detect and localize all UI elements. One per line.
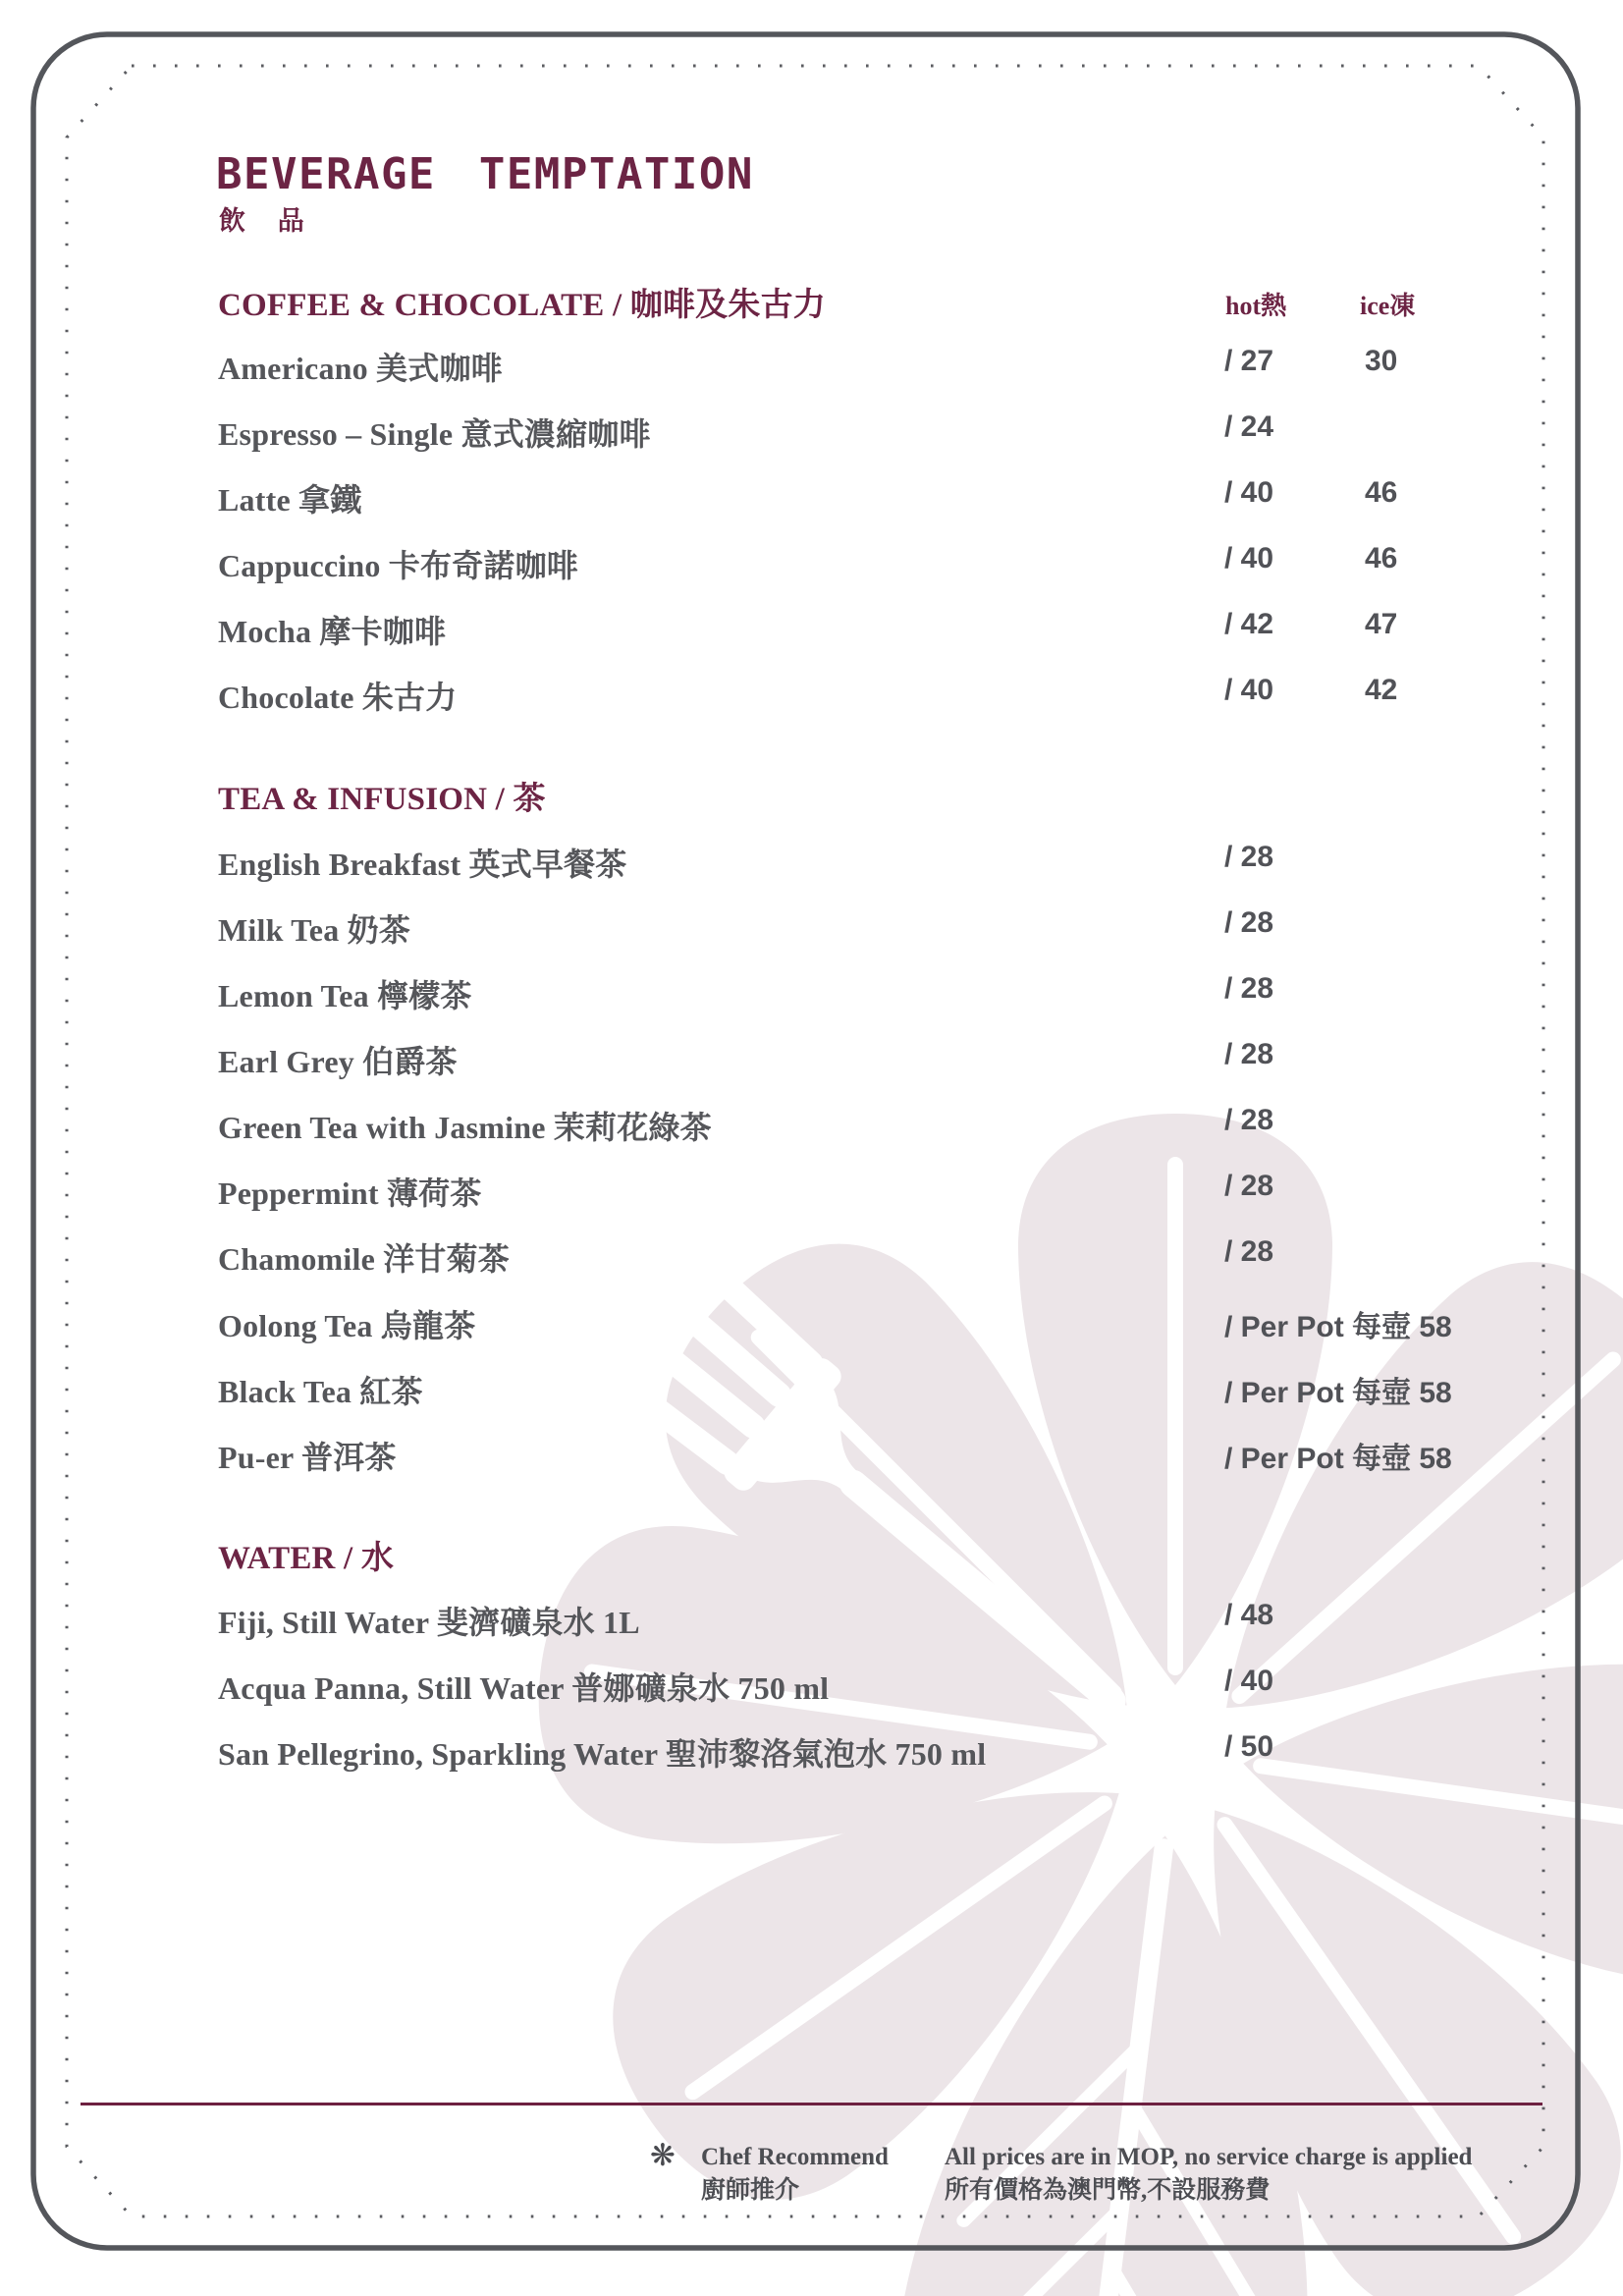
pricing-note-zh: 所有價格為澳門幣,不設服務費 — [945, 2177, 1271, 2204]
footer-divider — [81, 2103, 1542, 2105]
column-header-ice: ice凍 — [1360, 292, 1416, 320]
menu-row — [0, 1301, 1623, 1344]
menu-row — [0, 1037, 1623, 1080]
price: / 28 — [1224, 1235, 1274, 1268]
price-hot: / 42 — [1224, 608, 1274, 640]
chef-recommend-flower-icon: ❋ — [650, 2138, 676, 2173]
price: / 28 — [1224, 1104, 1274, 1136]
item-name: Fiji, Still Water 斐濟礦泉水 1L — [218, 1605, 640, 1640]
item-name: Americano 美式咖啡 — [218, 351, 503, 386]
price-hot: / 40 — [1224, 476, 1274, 509]
pricing-note-en: All prices are in MOP, no service charge is applied — [945, 2144, 1473, 2170]
item-name: Chocolate 朱古力 — [218, 680, 458, 715]
item-name: Espresso – Single 意式濃縮咖啡 — [218, 416, 651, 452]
section-header-tea: TEA & INFUSION / 茶 — [218, 782, 546, 817]
chef-recommend-en: Chef Recommend — [701, 2144, 889, 2170]
pricing-note — [945, 2141, 1472, 2208]
price-ice: 46 — [1365, 476, 1398, 509]
price-ice: 46 — [1365, 542, 1398, 574]
price: / 28 — [1224, 906, 1274, 939]
section-header-water: WATER / 水 — [218, 1541, 395, 1576]
menu-row — [0, 1367, 1623, 1410]
item-name: Lemon Tea 檸檬茶 — [218, 978, 472, 1013]
menu-row — [0, 1433, 1623, 1476]
item-name: Milk Tea 奶茶 — [218, 912, 411, 948]
item-name: Chamomile 洋甘菊茶 — [218, 1241, 511, 1277]
menu-row — [0, 1729, 1623, 1773]
price-ice: 42 — [1365, 674, 1398, 706]
menu-row — [0, 1103, 1623, 1146]
price: / 28 — [1224, 841, 1274, 873]
page-subtitle: 飲 品 — [219, 206, 317, 236]
item-name: Cappuccino 卡布奇諾咖啡 — [218, 548, 578, 583]
price: / Per Pot 每壺 58 — [1224, 1377, 1452, 1409]
item-name: Mocha 摩卡咖啡 — [218, 614, 447, 649]
price: / 28 — [1224, 1038, 1274, 1070]
price: / Per Pot 每壺 58 — [1224, 1443, 1452, 1475]
price-hot: / 40 — [1224, 674, 1274, 706]
menu-row — [0, 905, 1623, 949]
menu-row — [0, 1598, 1623, 1641]
price: / 50 — [1224, 1730, 1274, 1763]
price: / 28 — [1224, 972, 1274, 1005]
page-title: BEVERAGE TEMPTATION — [216, 149, 754, 199]
price-hot: / 40 — [1224, 542, 1274, 574]
menu-row — [0, 673, 1623, 716]
chef-recommend-zh: 廚師推介 — [701, 2177, 800, 2204]
item-name: English Breakfast 英式早餐茶 — [218, 847, 627, 882]
price-ice: 30 — [1365, 345, 1398, 377]
item-name: Latte 拿鐵 — [218, 482, 362, 518]
menu-row — [0, 1664, 1623, 1707]
price: / 48 — [1224, 1599, 1274, 1631]
item-name: Oolong Tea 烏龍茶 — [218, 1308, 476, 1343]
menu-row — [0, 475, 1623, 519]
price: / Per Pot 每壺 58 — [1224, 1311, 1452, 1343]
price: / 28 — [1224, 1170, 1274, 1202]
item-name: Earl Grey 伯爵茶 — [218, 1044, 458, 1079]
item-name: Acqua Panna, Still Water 普娜礦泉水 750 ml — [218, 1670, 830, 1706]
item-name: Pu-er 普洱茶 — [218, 1440, 397, 1475]
chef-recommend-label — [701, 2141, 889, 2208]
menu-row — [0, 1169, 1623, 1212]
column-header-hot: hot熱 — [1225, 292, 1287, 320]
menu-row — [0, 840, 1623, 883]
menu-row — [0, 541, 1623, 584]
item-name: San Pellegrino, Sparkling Water 聖沛黎洛氣泡水 750 ml — [218, 1736, 987, 1772]
section-header-coffee: COFFEE & CHOCOLATE / 咖啡及朱古力 — [218, 288, 826, 323]
menu-row — [0, 1234, 1623, 1278]
menu-row — [0, 607, 1623, 650]
menu-row — [0, 971, 1623, 1014]
price: / 40 — [1224, 1665, 1274, 1697]
item-name: Peppermint 薄荷茶 — [218, 1175, 482, 1211]
price-hot: / 24 — [1224, 410, 1274, 443]
price-hot: / 27 — [1224, 345, 1274, 377]
item-name: Green Tea with Jasmine 茉莉花綠茶 — [218, 1110, 712, 1145]
menu-row — [0, 410, 1623, 453]
menu-row — [0, 344, 1623, 387]
item-name: Black Tea 紅茶 — [218, 1374, 423, 1409]
price-ice: 47 — [1365, 608, 1398, 640]
